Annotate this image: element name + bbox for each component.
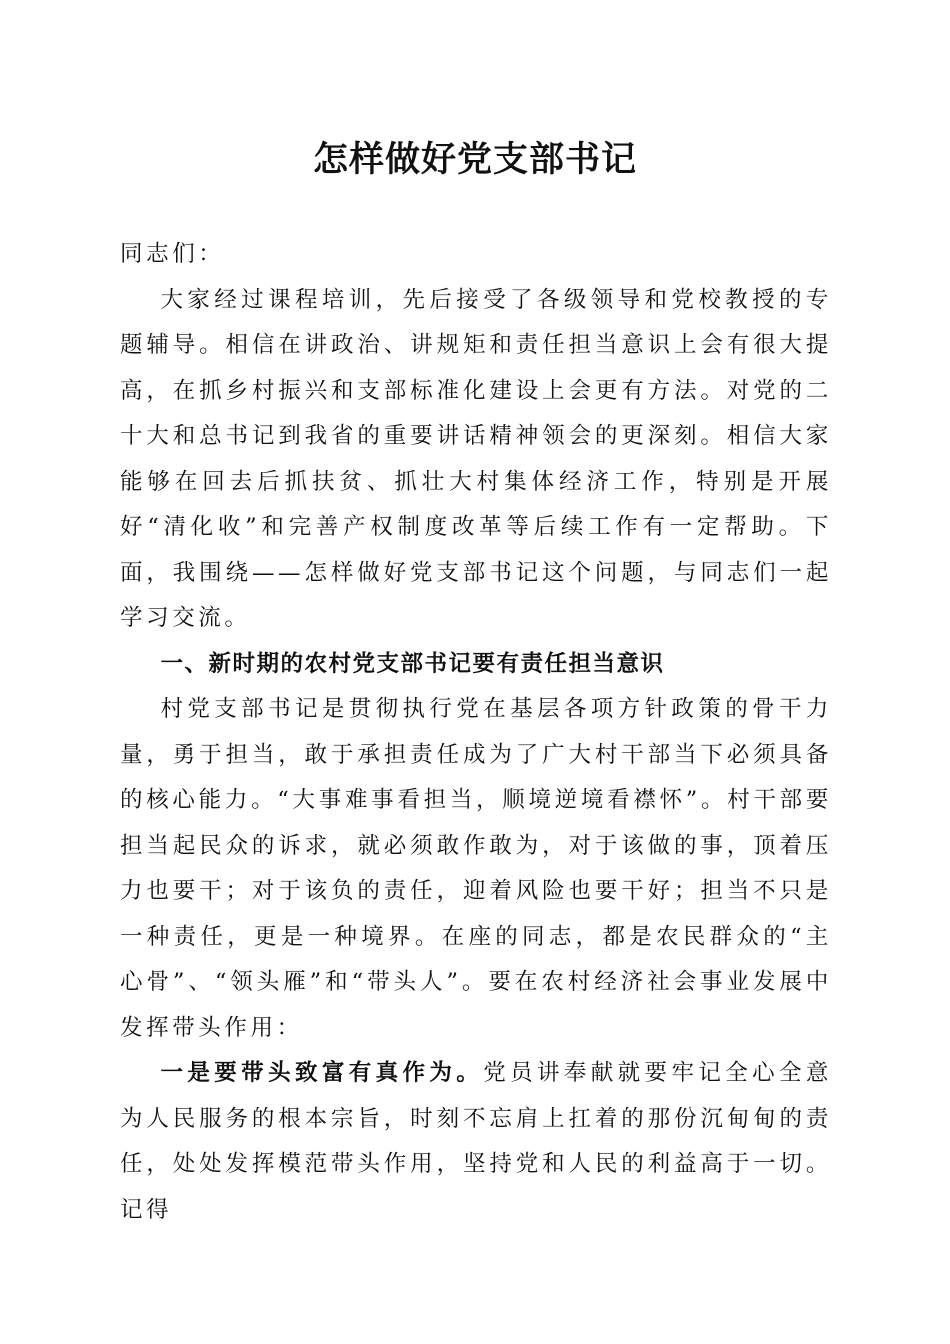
- point-1-lead: 一是要带头致富有真作为。: [160, 1060, 484, 1086]
- document-title: 怎样做好党支部书记: [312, 139, 637, 180]
- intro-paragraph: 大家经过课程培训，先后接受了各级领导和党校教授的专题辅导。相信在讲政治、讲规矩和责任担当意识上会有很大提高，在抓乡村振兴和支部标准化建设上会更有方法。对党的二十大和总书记到我省的重要讲话精神领会的更深刻。相信大家能够在回去后抓扶贫、抓壮大村集体经济工作，特别是开展好“清化收”和完善产权制度改革等后续工作有一定帮助。下面，我围绕——怎样做好党支部书记这个问题，与同志们一起学习交流。: [120, 286, 832, 631]
- section-heading-1: 一、新时期的农村党支部书记要有责任担当意识: [160, 650, 665, 677]
- point-1-text: 党员讲奉献就要牢记全心全意为人民服务的根本宗旨，时刻不忘肩上扛着的那份沉甸甸的责任，处处发挥模范带头作用，坚持党和人民的利益高于一切。记得: [120, 1060, 832, 1223]
- document-body: [120, 232, 832, 1233]
- point-1-paragraph: [120, 1051, 832, 1233]
- section-1-paragraph: 村党支部书记是贯彻执行党在基层各项方针政策的骨干力量，勇于担当，敢于承担责任成为了广大村干部当下必须具备的核心能力。“大事难事看担当，顺境逆境看襟怀”。村干部要担当起民众的诉求，就必须敢作敢为，对于该做的事，顶着压力也要干；对于该负的责任，迎着风险也要干好；担当不只是一种责任，更是一种境界。在座的同志，都是农民群众的“主心骨”、“领头雁”和“带头人”。要在农村经济社会事业发展中发挥带头作用：: [120, 696, 832, 1041]
- salutation: 同志们：: [120, 241, 225, 267]
